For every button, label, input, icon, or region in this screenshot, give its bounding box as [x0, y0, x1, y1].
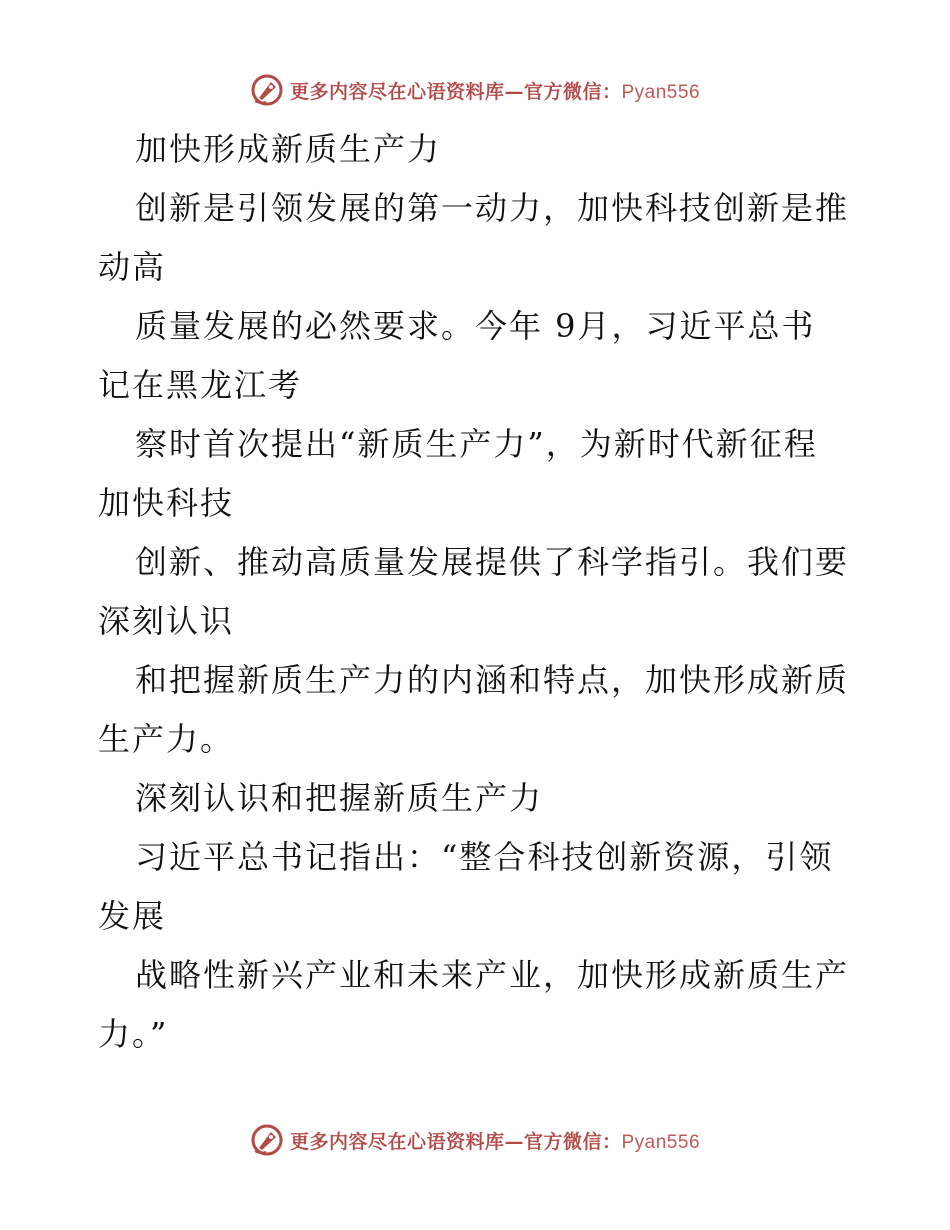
- paragraph-line: 记在黑龙江考: [98, 366, 303, 404]
- pen-nib-logo-icon: [250, 73, 284, 107]
- paragraph-line: 习近平总书记指出：“整合科技创新资源，引领: [135, 838, 834, 876]
- watermark-wechat-id: Pyan556: [621, 1131, 701, 1153]
- footer-watermark: [0, 1118, 950, 1162]
- header-watermark: [0, 68, 950, 112]
- paragraph-line: 战略性新兴产业和未来产业，加快形成新质生产: [135, 956, 850, 994]
- watermark-text: 更多内容尽在心语资料库—官方微信：Pyan556: [289, 80, 701, 103]
- section-heading-2: 深刻认识和把握新质生产力: [135, 779, 544, 817]
- paragraph-line: 和把握新质生产力的内涵和特点，加快形成新质: [135, 661, 850, 699]
- watermark-text: 更多内容尽在心语资料库—官方微信：Pyan556: [289, 1130, 701, 1153]
- paragraph-line: 创新是引领发展的第一动力，加快科技创新是推: [135, 189, 850, 227]
- paragraph-line: 深刻认识: [98, 602, 235, 640]
- paragraph-line: 生产力。: [98, 720, 235, 758]
- pen-nib-logo-icon: [250, 1123, 284, 1157]
- paragraph-line: 加快科技: [98, 484, 235, 522]
- watermark-wechat-id: Pyan556: [621, 81, 701, 103]
- paragraph-line: 力。”: [98, 1015, 169, 1053]
- paragraph-line: 创新、推动高质量发展提供了科学指引。我们要: [135, 543, 850, 581]
- document-body: [98, 120, 858, 1064]
- paragraph-line: 质量发展的必然要求。今年 9月，习近平总书: [135, 307, 816, 345]
- paragraph-line: 察时首次提出“新质生产力”，为新时代新征程: [135, 425, 818, 463]
- paragraph-line: 动高: [98, 248, 167, 286]
- paragraph-line: 发展: [98, 897, 167, 935]
- section-heading-1: 加快形成新质生产力: [135, 130, 442, 168]
